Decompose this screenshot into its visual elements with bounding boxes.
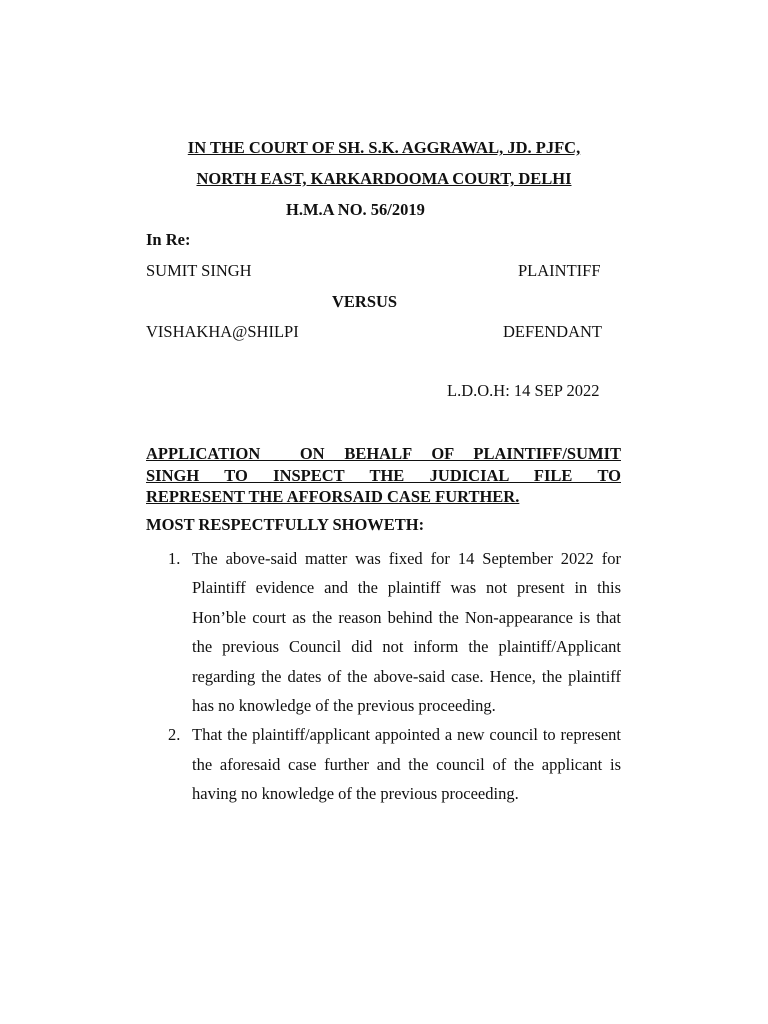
salutation: MOST RESPECTFULLY SHOWETH:	[146, 515, 425, 534]
list-item	[146, 720, 621, 808]
list-item-number: 2.	[168, 725, 181, 745]
list-item	[146, 544, 621, 720]
versus-label: VERSUS	[332, 292, 398, 311]
list-item-number: 1.	[168, 549, 181, 568]
defendant-name: VISHAKHA@SHILPI	[146, 322, 299, 341]
court-heading-line-1: IN THE COURT OF SH. S.K. AGGRAWAL, JD. PJFC,	[187, 138, 581, 157]
defendant-role: DEFENDANT	[503, 322, 602, 341]
subject-line-3: REPRESENT THE AFFORSAID CASE FURTHER.	[146, 487, 520, 506]
court-heading-line-2: NORTH EAST, KARKARDOOMA COURT, DELHI	[196, 169, 572, 188]
numbered-points	[146, 544, 621, 809]
list-item-text: The above-said matter was fixed for 14 September 2022 for Plaintiff evidence and the plaintiff was not present in this Hon’ble court as the reason behind the Non-appearance is that the previous Council did not inform the plaintiff/Applicant regarding the dates of the above-said case. Hence, the plaintiff has no knowledge of the previous proceeding.	[192, 549, 621, 716]
list-item-text: That the plaintiff/applicant appointed a new council to represent the aforesaid case further and the council of the applicant is having no knowledge of the previous proceeding.	[192, 725, 621, 804]
plaintiff-name: SUMIT SINGH	[146, 261, 252, 280]
subject-line-1: APPLICATION ON BEHALF OF PLAINTIFF/SUMIT	[146, 444, 621, 463]
case-number: H.M.A NO. 56/2019	[286, 200, 425, 219]
subject-line-2: SINGH TO INSPECT THE JUDICIAL FILE TO	[146, 465, 621, 485]
application-subject	[146, 443, 621, 508]
plaintiff-role: PLAINTIFF	[518, 261, 601, 280]
next-hearing-date: L.D.O.H: 14 SEP 2022	[447, 381, 600, 400]
in-re-label: In Re:	[146, 230, 191, 249]
